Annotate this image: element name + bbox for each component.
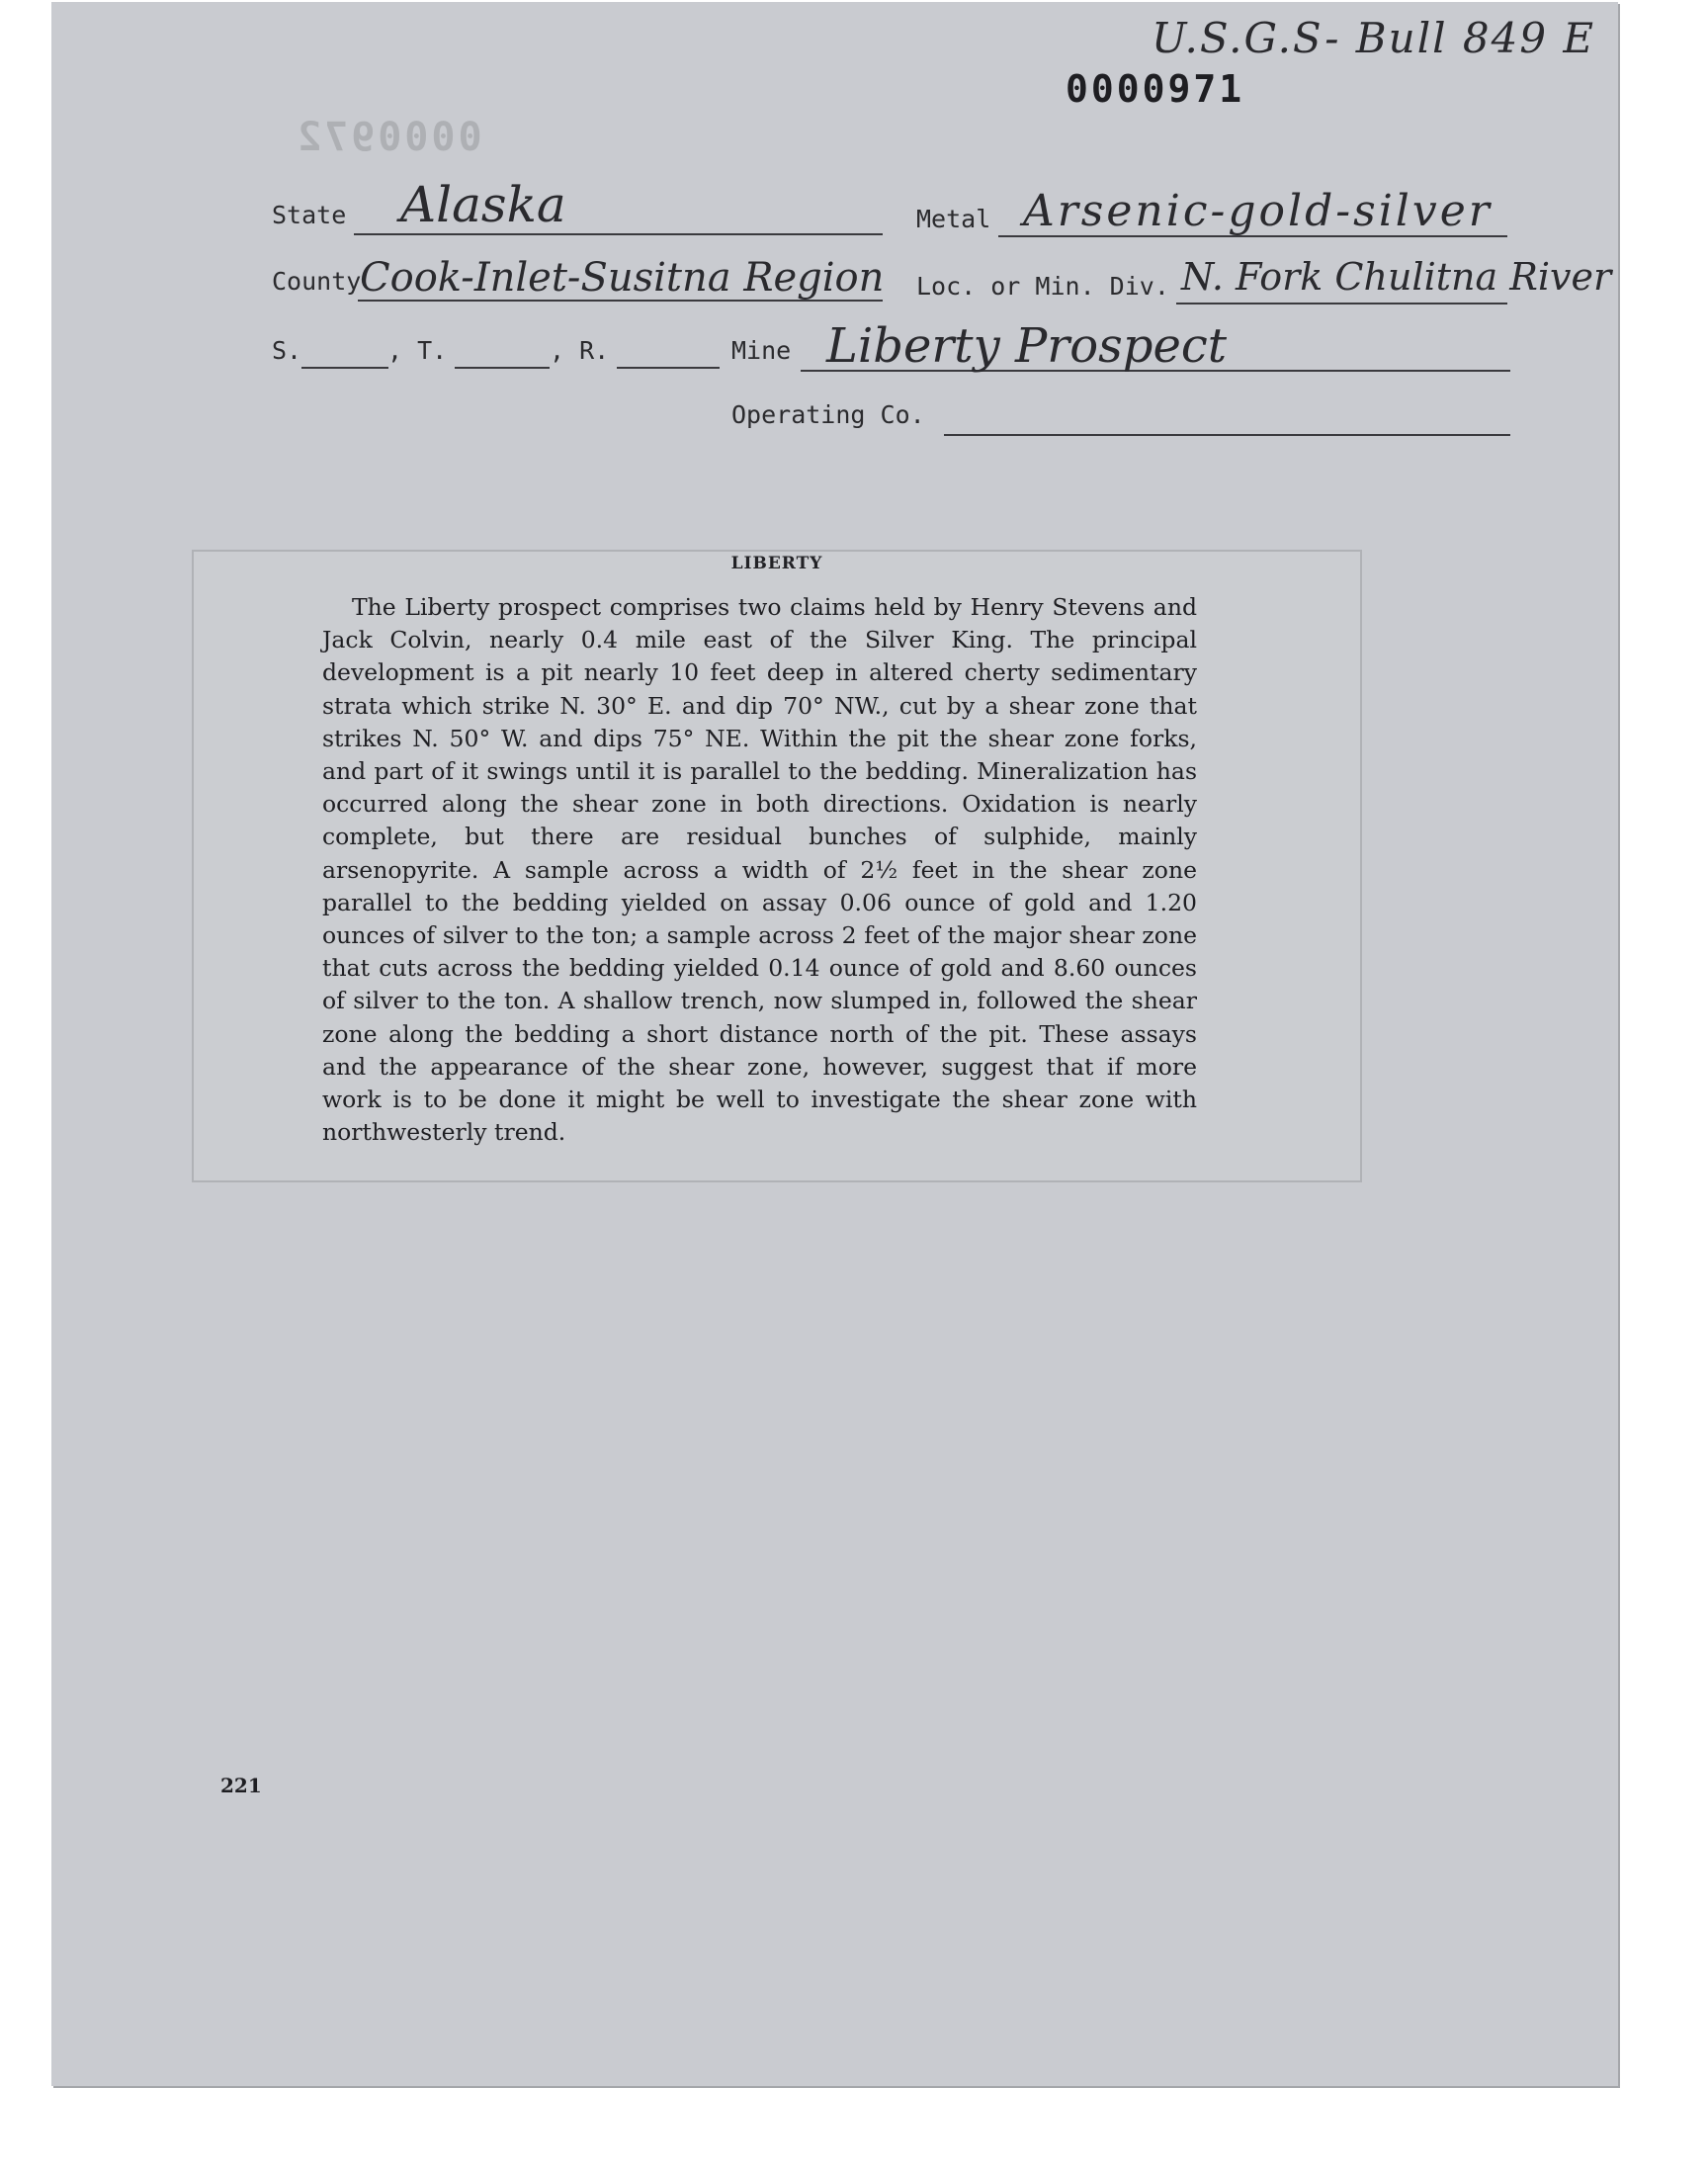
state-value-handwritten: Alaska xyxy=(400,176,566,233)
page-number: 221 xyxy=(220,1774,262,1797)
metal-value-handwritten: Arsenic-gold-silver xyxy=(1023,186,1493,236)
citation-handwritten: U.S.G.S- Bull 849 E xyxy=(1152,14,1596,62)
mine-value-handwritten: Liberty Prospect xyxy=(826,318,1228,374)
clipping-body: The Liberty prospect comprises two claims held by Henry Stevens and Jack Colvin, nearly 0.4 mile east of the Silver King. The principal development is a pit nearly 10 feet deep in altered cherty sedimentary strata which strike N. 30° E. and dip 70° NW., cut by a shear zone that strikes N. 50° W. and dips 75° NE. Within the pit the shear zone forks, and part of it swings until it is parallel to the bedding. Mineralization has occurred along the shear zone in both directions. Oxidation is nearly complete, but there are residual bunches of sulphide, mainly arsenopyrite. A sample across a width of 2½ feet in the shear zone parallel to the bedding yielded on assay 0.06 ounce of gold and 1.20 ounces of silver to the ton; a sample across 2 feet of the major shear zone that cuts across the bedding yielded 0.14 ounce of gold and 8.60 ounces of silver to the ton. A shallow trench, now slumped in, followed the shear zone along the bedding a short distance north of the pit. These assays and the appearance of the shear zone, however, suggest that if more work is to be done it might be well to investigate the shear zone with northwesterly trend. xyxy=(322,593,1197,1147)
operating-co-underline xyxy=(944,434,1510,436)
operating-co-label: Operating Co. xyxy=(731,400,925,429)
township-label: , T. xyxy=(387,336,448,365)
record-number-bleedthrough: 0000972 xyxy=(295,115,482,160)
county-label: County xyxy=(272,267,362,296)
pasted-clipping xyxy=(192,550,1362,1182)
metal-label: Metal xyxy=(916,205,991,233)
state-label: State xyxy=(272,201,347,229)
section-underline xyxy=(301,367,388,369)
clipping-title: LIBERTY xyxy=(730,554,823,573)
township-underline xyxy=(455,367,550,369)
mine-label: Mine xyxy=(731,336,792,365)
loc-value-handwritten: N. Fork Chulitna River xyxy=(1181,255,1612,299)
county-value-handwritten: Cook-Inlet-Susitna Region xyxy=(360,255,885,301)
range-label: , R. xyxy=(550,336,610,365)
range-underline xyxy=(617,367,720,369)
state-underline xyxy=(354,233,883,235)
section-label: S. xyxy=(272,336,302,365)
loc-label: Loc. or Min. Div. xyxy=(916,272,1169,301)
loc-underline xyxy=(1176,303,1507,304)
record-number-stamp: 0000971 xyxy=(1066,67,1245,111)
